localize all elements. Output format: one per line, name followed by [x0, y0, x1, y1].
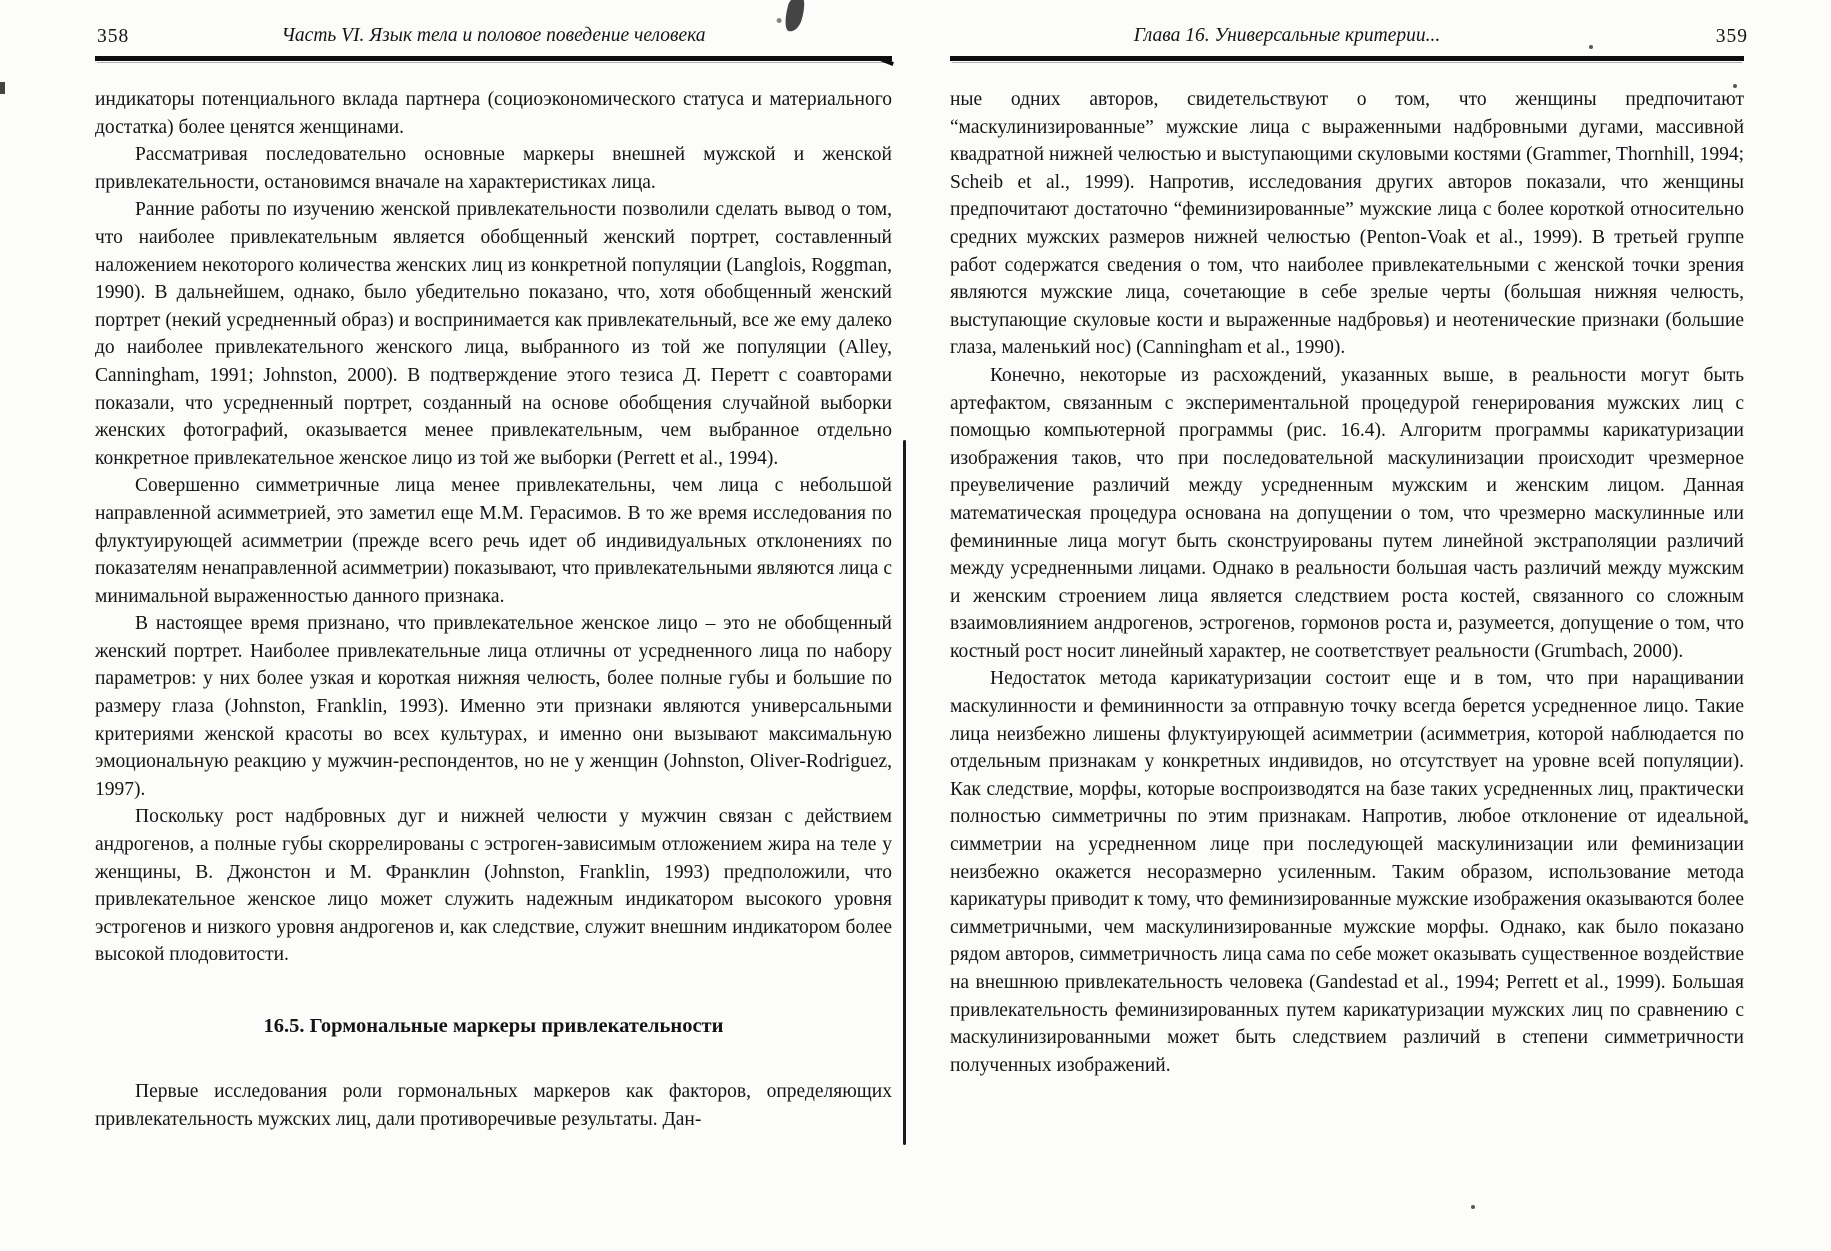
running-header-left: Часть VI. Язык тела и половое поведение человека: [281, 25, 706, 46]
scan-edge-mark: [0, 82, 5, 94]
scan-speck: [1744, 820, 1748, 824]
page-number-right: 359: [1715, 26, 1748, 47]
paragraph: Совершенно симметричные лица менее привлекательны, чем лица с небольшой направленной асимметрией, это заметил еще М.М. Герасимов. В то же время исследования по флуктуирующей асимметрии (прежде всего речь идет об индивидуальных отклонениях по показателям ненаправленной асимметрии) показывают, что привлекательными являются лица с минимальной выраженностью данного признака.: [95, 475, 892, 607]
paragraph: Рассматривая последовательно основные маркеры внешней мужской и женской привлекательности, остановимся вначале на характеристиках лица.: [95, 144, 892, 193]
section-heading: 16.5. Гормональные маркеры привлекательности: [263, 1015, 724, 1037]
page-right-body: [950, 86, 1744, 1079]
page-left-header: [95, 0, 892, 56]
paragraph: Недостаток метода карикатуризации состоит еще и в том, что при наращивании маскулинности и фемининности за отправную точку всегда берется усредненное лицо. Такие лица неизбежно лишены флуктуирующей асимметрии (асимметрия, которой наблюдается по отдельным признакам у конкретных индивидов, но отсутствует на уровне всей популяции). Как следствие, морфы, которые воспроизводятся на базе таких усредненных лиц, практически полностью симметричны по этим признакам. Напротив, любое отклонение от идеальной симметрии на усредненном лице при последующей маскулинизации или феминизации неизбежно окажется несоразмерно усиленным. Таким образом, использование метода карикатуры приводит к тому, что феминизированные мужские изображения оказываются более симметричными, чем маскулинизированные мужские морфы. Однако, как было показано рядом авторов, симметричность лица сама по себе может оказывать существенное воздействие на внешнюю привлекательность человека (Gandestad et al., 1994; Perrett et al., 1999). Большая привлекательность феминизированных путем карикатуризации мужских лиц по сравнению с маскулинизированными может быть следствием различий в степени симметричности полученных изображений.: [950, 668, 1744, 1076]
scan-speck: [1589, 45, 1593, 49]
paragraph-continuation: ные одних авторов, свидетельствуют о том, что женщины предпочитают “маскулинизированные” мужские лица с выраженными надбровными дугами, массивной квадратной нижней челюстью и выступающими скуловыми костями (Grammer, Thornhill, 1994; Scheib et al., 1999). Напротив, исследования других авторов показали, что женщины предпочитают достаточно “феминизированные” мужские лица с более короткой относительно средних мужских размеров нижней челюстью (Penton-Voak et al., 1999). В третьей группе работ содержатся сведения о том, что наиболее привлекательными с женской точки зрения являются мужские лица, сочетающие в себе зрелые черты (большая нижняя челюсть, выступающие скуловые кости и выраженные надбровья) и неотенические признаки (большие глаза, маленький нос) (Canningham et al., 1990).: [950, 89, 1744, 359]
page-left: [95, 0, 892, 1133]
paragraph-continuation: индикаторы потенциального вклада партнера (социоэкономического статуса и материального достатка) более ценятся женщинами.: [95, 89, 892, 138]
running-header-right: Глава 16. Универсальные критерии...: [1133, 25, 1441, 46]
paragraph: Конечно, некоторые из расхождений, указанных выше, в реальности могут быть артефактом, связанным с экспериментальной процедурой генерирования мужских лиц с помощью компьютерной программы (рис. 16.4). Алгоритм программы карикатуризации изображения таков, что при последовательной маскулинизации происходит чрезмерное преувеличение различий между усредненным мужским и женским лицом. Данная математическая процедура основана на допущении о том, что чрезмерно маскулинные или фемининные лица могут быть сконструированы путем линейной экстраполяции различий между усредненными лицами. Однако в реальности большая часть различий между мужским и женским строением лица является следствием роста костей, связанного со сложным взаимовлиянием андрогенов, эстрогенов, гормонов роста и, разумеется, допущение о том, что костный рост носит линейный характер, не соответствует реальности (Grumbach, 2000).: [950, 364, 1744, 662]
paragraph: Поскольку рост надбровных дуг и нижней челюсти у мужчин связан с действием андрогенов, а полные губы скоррелированы с эстроген-зависимым отложением жира на теле у женщины, В. Джонстон и М. Франклин (Johnston, Franklin, 1993) предположили, что привлекательное женское лицо может служить надежным индикатором высокого уровня эстрогенов и низкого уровня андрогенов и, как следствие, служит внешним индикатором более высокой плодовитости.: [95, 806, 892, 966]
page-right-header: [950, 0, 1748, 56]
page-gutter-line: [903, 440, 906, 1145]
scan-speck: [1471, 1205, 1475, 1209]
header-rule-left: [95, 56, 892, 61]
header-rule-right: [950, 56, 1744, 61]
paragraph: Ранние работы по изучению женской привлекательности позволили сделать вывод о том, что наиболее привлекательным является обобщенный женский портрет, составленный наложением некоторого количества женских лиц из конкретной популяции (Langlois, Roggman, 1990). В дальнейшем, однако, было убедительно показано, что, хотя обобщенный женский портрет (некий усредненный образ) и воспринимается как привлекательный, все же ему далеко до наиболее привлекательного женского лица, выбранного из той же популяции (Alley, Canningham, 1991; Johnston, 2000). В подтверждение этого тезиса Д. Перетт с соавторами показали, что усредненный портрет, созданный на основе обобщения случайной выборки женских фотографий, оказывается менее привлекательным, чем выбранное отдельно конкретное привлекательное женское лицо из той же выборки (Perrett et al., 1994).: [95, 199, 892, 469]
scan-speck: [1733, 84, 1737, 88]
paragraph: В настоящее время признано, что привлекательное женское лицо – это не обобщенный женский портрет. Наиболее привлекательные лица отличны от усредненного лица по набору параметров: у них более узкая и короткая нижняя челюсть, более полные губы и большие по размеру глаза (Johnston, Franklin, 1993). Именно эти признаки являются универсальными критериями женской красоты во всех культурах, и именно они вызывают максимальную эмоциональную реакцию у мужчин-респондентов, но не у женщин (Johnston, Oliver-Rodriguez, 1997).: [95, 613, 892, 800]
paragraph: Первые исследования роли гормональных маркеров как факторов, определяющих привлекательность мужских лиц, дали противоречивые результаты. Дан-: [95, 1081, 892, 1130]
page-left-body: [95, 86, 892, 1133]
page-right: [950, 0, 1748, 1079]
page-number-left: 358: [97, 26, 130, 47]
